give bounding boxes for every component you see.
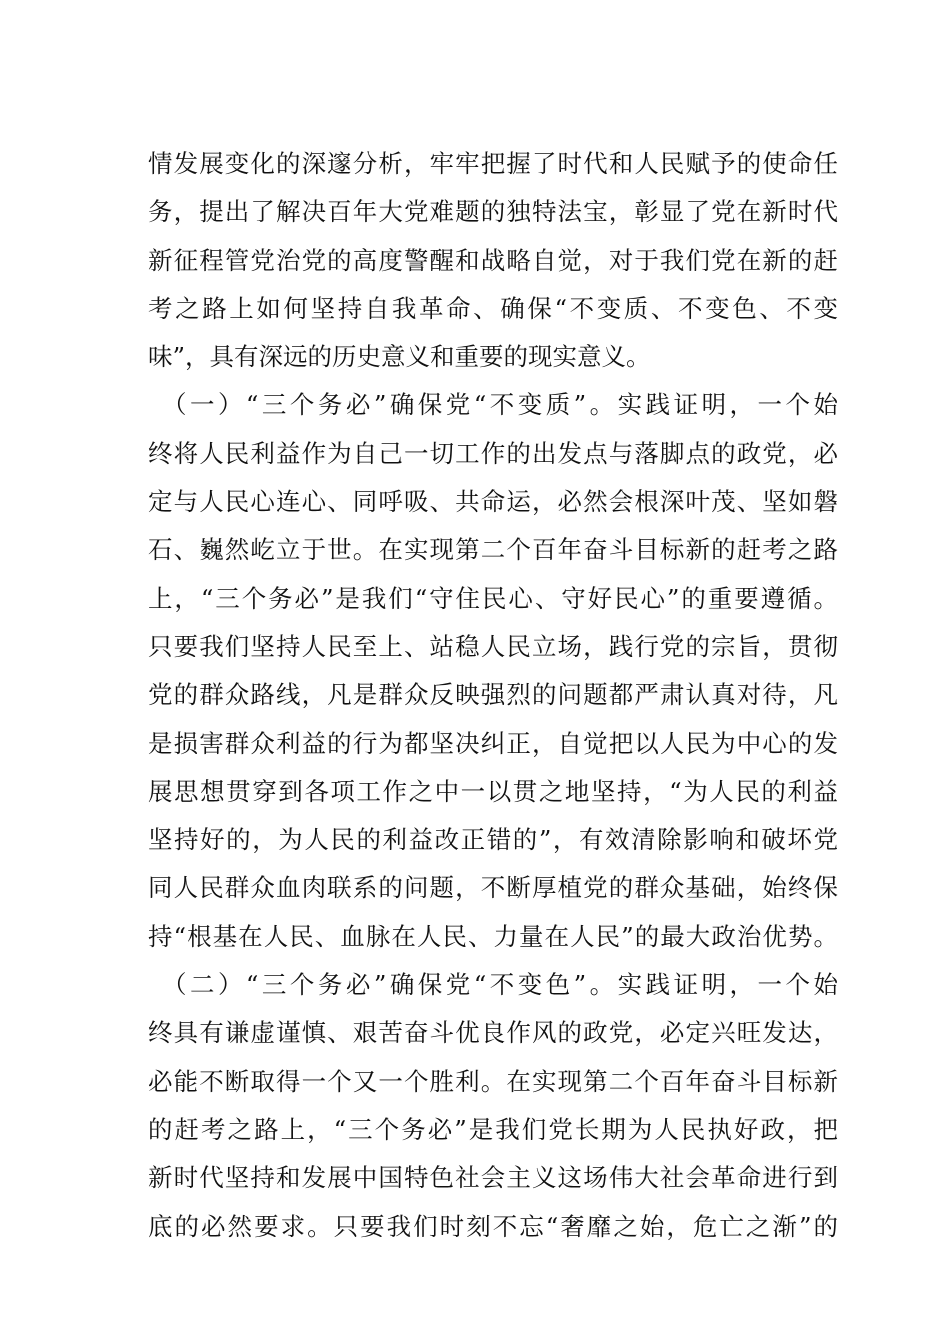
line-text: 只要我们坚持人民至上、站稳人民立场，践行党的宗旨，贯彻 bbox=[148, 631, 838, 661]
line-text: （一）“三个务必”确保党“不变质”。实践证明，一个始 bbox=[162, 390, 838, 420]
text-line bbox=[148, 285, 838, 333]
text-line bbox=[148, 478, 838, 526]
section-heading-line bbox=[148, 381, 838, 429]
body-text bbox=[148, 140, 838, 1251]
text-line bbox=[148, 864, 838, 912]
line-text: 务，提出了解决百年大党难题的独特法宝，彰显了党在新时代 bbox=[148, 197, 838, 227]
line-text: 底的必然要求。只要我们时刻不忘“奢靡之始，危亡之渐”的 bbox=[148, 1211, 838, 1241]
line-text: 持“根基在人民、血脉在人民、力量在人民”的最大政治优势。 bbox=[148, 921, 838, 951]
text-line bbox=[148, 237, 838, 285]
line-text: 坚持好的，为人民的利益改正错的”，有效清除影响和破坏党 bbox=[148, 825, 838, 855]
text-line bbox=[148, 575, 838, 623]
text-line bbox=[148, 623, 838, 671]
line-text: 同人民群众血肉联系的问题，不断厚植党的群众基础，始终保 bbox=[148, 873, 838, 903]
text-line bbox=[148, 1058, 838, 1106]
line-text: 的赶考之路上，“三个务必”是我们党长期为人民执好政，把 bbox=[148, 1114, 838, 1144]
text-line bbox=[148, 816, 838, 864]
text-line bbox=[148, 1154, 838, 1202]
line-text: 定与人民心连心、同呼吸、共命运，必然会根深叶茂、坚如磐 bbox=[148, 487, 838, 517]
line-text: 情发展变化的深邃分析，牢牢把握了时代和人民赋予的使命任 bbox=[148, 149, 838, 178]
line-text: 新征程管党治党的高度警醒和战略自觉，对于我们党在新的赶 bbox=[148, 245, 838, 275]
text-line bbox=[148, 526, 838, 574]
text-line bbox=[148, 1106, 838, 1154]
line-text: 考之路上如何坚持自我革命、确保“不变质、不变色、不变 bbox=[148, 293, 838, 323]
text-line bbox=[148, 913, 838, 961]
text-line bbox=[148, 671, 838, 719]
text-line bbox=[148, 720, 838, 768]
text-line bbox=[148, 768, 838, 816]
line-text: 展思想贯穿到各项工作之中一以贯之地坚持，“为人民的利益 bbox=[148, 776, 838, 806]
line-text: 终将人民利益作为自己一切工作的出发点与落脚点的政党，必 bbox=[148, 438, 838, 468]
text-line bbox=[148, 1009, 838, 1057]
line-text: 新时代坚持和发展中国特色社会主义这场伟大社会革命进行到 bbox=[148, 1163, 838, 1193]
section-heading-line bbox=[148, 961, 838, 1009]
text-line bbox=[148, 430, 838, 478]
line-text: 味”，具有深远的历史意义和重要的现实意义。 bbox=[148, 342, 651, 372]
line-text: 必能不断取得一个又一个胜利。在实现第二个百年奋斗目标新 bbox=[148, 1066, 838, 1096]
text-line bbox=[148, 1203, 838, 1251]
line-text: 是损害群众利益的行为都坚决纠正，自觉把以人民为中心的发 bbox=[148, 728, 838, 758]
line-text: 石、巍然屹立于世。在实现第二个百年奋斗目标新的赶考之路 bbox=[148, 535, 838, 565]
text-line bbox=[148, 188, 838, 236]
line-text: 上，“三个务必”是我们“守住民心、守好民心”的重要遵循。 bbox=[148, 583, 838, 613]
text-line bbox=[148, 140, 838, 188]
text-line bbox=[148, 333, 838, 381]
line-text: 党的群众路线，凡是群众反映强烈的问题都严肃认真对待，凡 bbox=[148, 680, 838, 710]
line-text: 终具有谦虚谨慎、艰苦奋斗优良作风的政党，必定兴旺发达， bbox=[148, 1018, 838, 1048]
line-text: （二）“三个务必”确保党“不变色”。实践证明，一个始 bbox=[162, 970, 838, 1000]
